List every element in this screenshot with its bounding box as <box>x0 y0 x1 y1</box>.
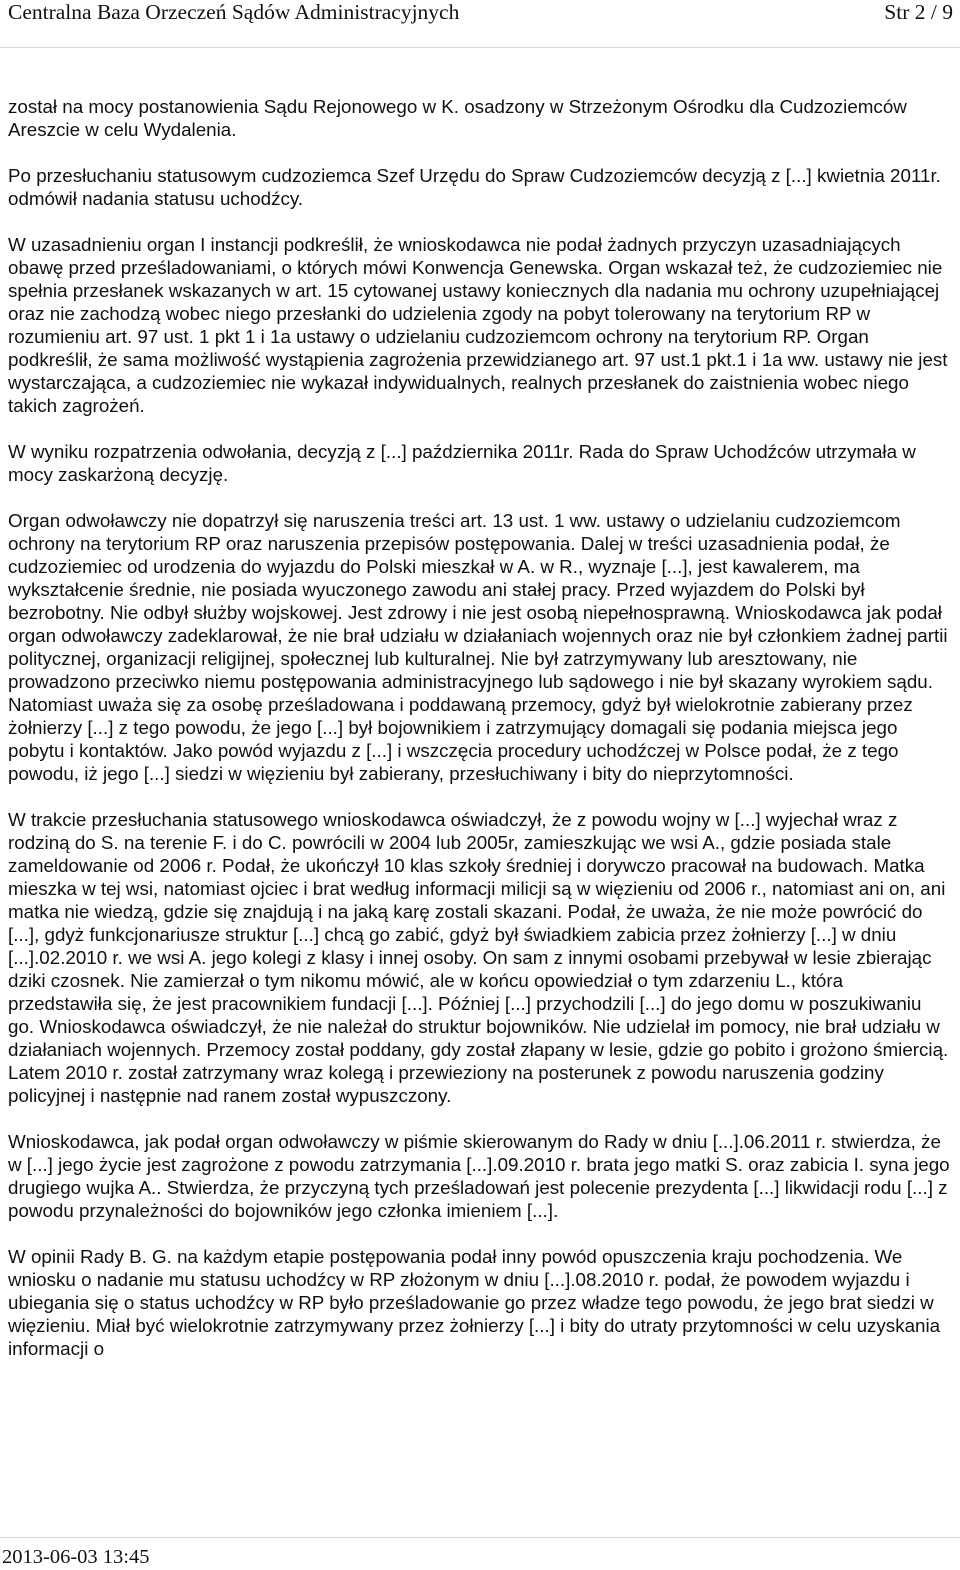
document-body <box>8 95 952 1360</box>
footer-divider <box>0 1537 960 1538</box>
paragraph-6: W trakcie przesłuchania statusowego wnioskodawca oświadczył, że z powodu wojny w [...] wyjechał wraz z rodziną do S. na terenie F. i do C. powrócili w 2004 lub 2005r, zamieszkując we wsi A., gdzie posiada stale zameldowanie od 2006 r. Podał, że ukończył 10 klas szkoły średniej i dorywczo pracował na budowach. Matka mieszka w tej wsi, natomiast ojciec i brat według informacji milicji są w więzieniu od 2006 r., natomiast ani on, ani matka nie wiedzą, gdzie się znajdują i na jaką karę zostali skazani. Podał, że uważa, że nie może powrócić do [...], gdyż funkcjonariusze struktur [...] chcą go zabić, gdyż był świadkiem zabicia przez żołnierzy [...] w dniu [...].02.2010 r. we wsi A. jego kolegi z klasy i innej osoby. On sam z innymi osobami przebywał w lesie zbierając dziki czosnek. Nie zamierzał o tym nikomu mówić, ale w końcu opowiedział o tym zdarzeniu L., która przedstawiła się, że jest pracownikiem fundacji [...]. Później [...] przychodzili [...] do jego domu w poszukiwaniu go. Wnioskodawca oświadczył, że nie należał do struktur bojowników. Nie udzielał im pomocy, nie brał udziału w działaniach wojennych. Przemocy został poddany, gdy został złapany w lesie, gdzie go pobito i grożono śmiercią. Latem 2010 r. został zatrzymany wraz kolegą i przewieziony na posterunek z powodu naruszenia godziny policyjnej i następnie nad ranem został wypuszczony. <box>8 809 949 1106</box>
page-number: Str 2 / 9 <box>884 0 953 24</box>
paragraph-4: W wyniku rozpatrzenia odwołania, decyzją z [...] października 2011r. Rada do Spraw Uchodźców utrzymała w mocy zaskarżoną decyzję. <box>8 441 916 485</box>
paragraph-7: Wnioskodawca, jak podał organ odwoławczy w piśmie skierowanym do Rady w dniu [...].06.2011 r. stwierdza, że w [...] jego życie jest zagrożone z powodu zatrzymania [...].09.2010 r. brata jego matki S. oraz zabicia I. syna jego drugiego wujka A.. Stwierdza, że przyczyną tych prześladowań jest polecenie prezydenta [...] likwidacji rodu [...] z powodu przynależności do bojowników jego członka imieniem [...]. <box>8 1131 950 1221</box>
header-divider <box>0 47 960 48</box>
paragraph-5: Organ odwoławczy nie dopatrzył się naruszenia treści art. 13 ust. 1 ww. ustawy o udzielaniu cudzoziemcom ochrony na terytorium RP oraz naruszenia przepisów postępowania. Dalej w treści uzasadnienia podał, że cudzoziemiec od urodzenia do wyjazdu do Polski mieszkał w A. w R., wyznaje [...], jest kawalerem, ma wykształcenie średnie, nie posiada wyuczonego zawodu ani stałej pracy. Przed wyjazdem do Polski był bezrobotny. Nie odbył służby wojskowej. Jest zdrowy i nie jest osobą niepełnosprawną. Wnioskodawca jak podał organ odwoławczy zadeklarował, że nie brał udziału w działaniach wojennych oraz nie był członkiem żadnej partii politycznej, organizacji religijnej, społecznej lub kulturalnej. Nie był zatrzymywany lub aresztowany, nie prowadzono przeciwko niemu postępowania administracyjnego lub sądowego i nie był skazany wyrokiem sądu. Natomiast uważa się za osobę prześladowana i poddawaną przemocy, gdyż był wielokrotnie zabierany przez żołnierzy [...] z tego powodu, że jego [...] był bojownikiem i zatrzymujący domagali się podania miejsca jego pobytu i kontaktów. Jako powód wyjazdu z [...] i wszczęcia procedury uchodźczej w Polsce podał, że z tego powodu, iż jego [...] siedzi w więzieniu był zabierany, przesłuchiwany i bity do nieprzytomności. <box>8 510 948 784</box>
paragraph-8: W opinii Rady B. G. na każdym etapie postępowania podał inny powód opuszczenia kraju pochodzenia. We wniosku o nadanie mu statusu uchodźcy w RP złożonym w dniu [...].08.2010 r. podał, że powodem wyjazdu i ubiegania się o status uchodźcy w RP było prześladowanie go przez władze tego powodu, że jego brat siedzi w więzieniu. Miał być wielokrotnie zatrzymywany przez żołnierzy [...] i bity do utraty przytomności w celu uzyskania informacji o <box>8 1246 941 1359</box>
paragraph-2: Po przesłuchaniu statusowym cudzoziemca Szef Urzędu do Spraw Cudzoziemców decyzją z [...] kwietnia 2011r. odmówił nadania statusu uchodźcy. <box>8 165 941 209</box>
page-header <box>0 0 960 46</box>
document-source-title: Centralna Baza Orzeczeń Sądów Administracyjnych <box>8 0 460 24</box>
paragraph-3: W uzasadnieniu organ I instancji podkreślił, że wnioskodawca nie podał żadnych przyczyn uzasadniających obawę przed prześladowaniami, o których mówi Konwencja Genewska. Organ wskazał też, że cudzoziemiec nie spełnia przesłanek wskazanych w art. 15 cytowanej ustawy koniecznych dla nadania mu ochrony uzupełniającej oraz nie zachodzą wobec niego przesłanki do udzielenia zgody na pobyt tolerowany na terytorium RP w rozumieniu art. 97 ust. 1 pkt 1 i 1a ustawy o udzielaniu cudzoziemcom ochrony na terytorium RP. Organ podkreślił, że sama możliwość wystąpienia zagrożenia przewidzianego art. 97 ust.1 pkt.1 i 1a ww. ustawy nie jest wystarczająca, a cudzoziemiec nie wykazał indywidualnych, realnych przesłanek do zaistnienia wobec niego takich zagrożeń. <box>8 234 948 416</box>
print-timestamp: 2013-06-03 13:45 <box>2 1546 150 1568</box>
paragraph-1: został na mocy postanowienia Sądu Rejonowego w K. osadzony w Strzeżonym Ośrodku dla Cudzoziemców Areszcie w celu Wydalenia. <box>8 96 907 140</box>
